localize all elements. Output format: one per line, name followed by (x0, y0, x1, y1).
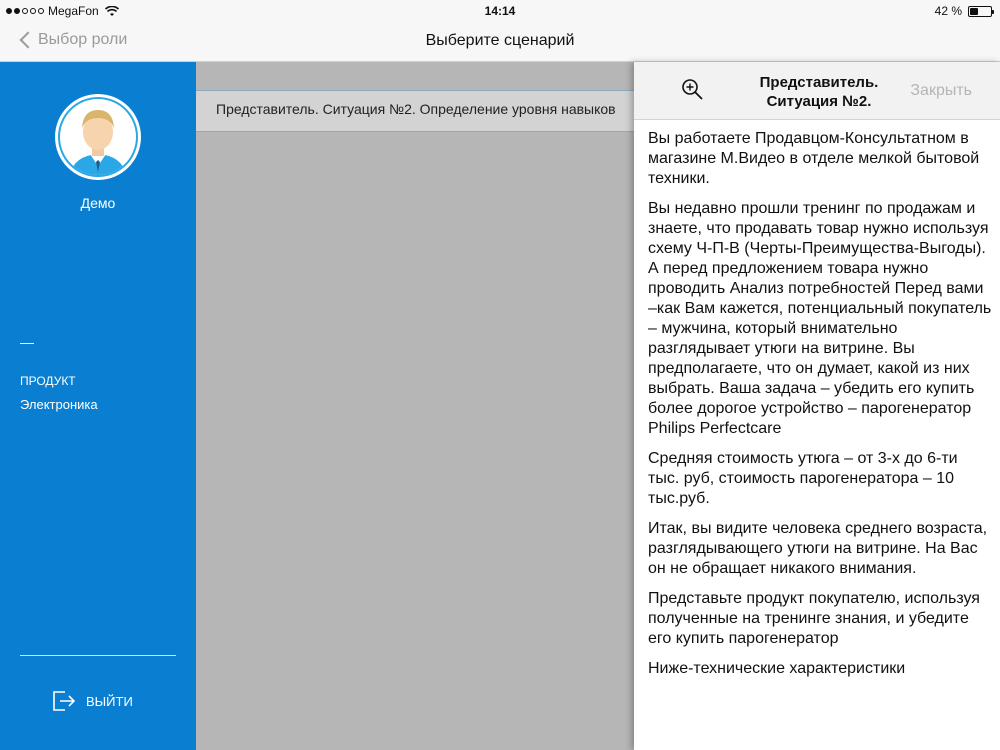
scenario-label: Представитель. Ситуация №2. Определение уровня навыков (216, 101, 616, 117)
logout-label: ВЫЙТИ (86, 693, 133, 709)
status-bar (0, 0, 1000, 22)
user-name: Демо (80, 195, 116, 211)
close-button[interactable]: Закрыть (910, 82, 972, 99)
scenario-list (196, 62, 634, 750)
zoom-in-icon[interactable] (680, 77, 704, 101)
description-paragraph: Вы работаете Продавцом-Консультатном в магазине М.Видео в отделе мелкой бытовой техники. (648, 130, 980, 187)
description-paragraph: Представьте продукт покупателю, используя полученные на тренинге знания, и убедите его купить парогенератор (648, 590, 980, 647)
panel-body (648, 129, 992, 750)
product-value: Электроника (20, 397, 98, 412)
scenario-item[interactable] (196, 90, 634, 132)
page-title: Выберите сценарий (425, 32, 575, 49)
navigation-bar (0, 22, 1000, 62)
avatar (55, 94, 141, 180)
logout-button[interactable] (52, 690, 133, 712)
battery-fill (970, 8, 978, 15)
product-label: ПРОДУКТ (20, 374, 76, 388)
role-dash: — (20, 334, 34, 350)
panel-header (634, 62, 1000, 120)
status-right (935, 4, 992, 18)
description-paragraph: Ниже-технические характеристики (648, 660, 906, 677)
carrier-name: MegaFon (48, 4, 99, 18)
battery-icon (968, 6, 992, 17)
panel-title-line2: Ситуация №2. (766, 93, 872, 110)
logout-icon (52, 690, 76, 712)
description-paragraph: Вы недавно прошли тренинг по продажам и знаете, что продавать товар нужно используя схему Ч-П-В (Черты-Преимущества-Выгоды). А перед предложением товара нужно проводить Анализ потребностей Перед вами –как Вам кажется, потенциальный покупатель – мужчина, который внимательно разглядывает утюги на витрине. Вы предполагаете, что он думает, какой из них выбрать. Ваша задача – убедить его купить более дорогое устройство – парогенератор Philips Perfectcare (648, 200, 992, 437)
panel-title-line1: Представитель. (759, 74, 879, 91)
description-paragraph: Средняя стоимость утюга – от 3-х до 6-ти тыс. руб, стоимость парогенератора – 10 тыс.руб. (648, 450, 958, 507)
back-label: Выбор роли (38, 31, 128, 48)
sidebar-divider (20, 655, 176, 656)
user-avatar-icon (55, 94, 141, 180)
scenario-detail-panel (634, 62, 1000, 750)
panel-title (734, 73, 904, 111)
battery-percent: 42 % (934, 4, 962, 18)
description-paragraph: Итак, вы видите человека среднего возраста, разглядывающего утюги на витрине. На Вас он не обращает никакого внимания. (648, 520, 988, 577)
sidebar (0, 62, 196, 750)
status-time: 14:14 (484, 4, 516, 18)
